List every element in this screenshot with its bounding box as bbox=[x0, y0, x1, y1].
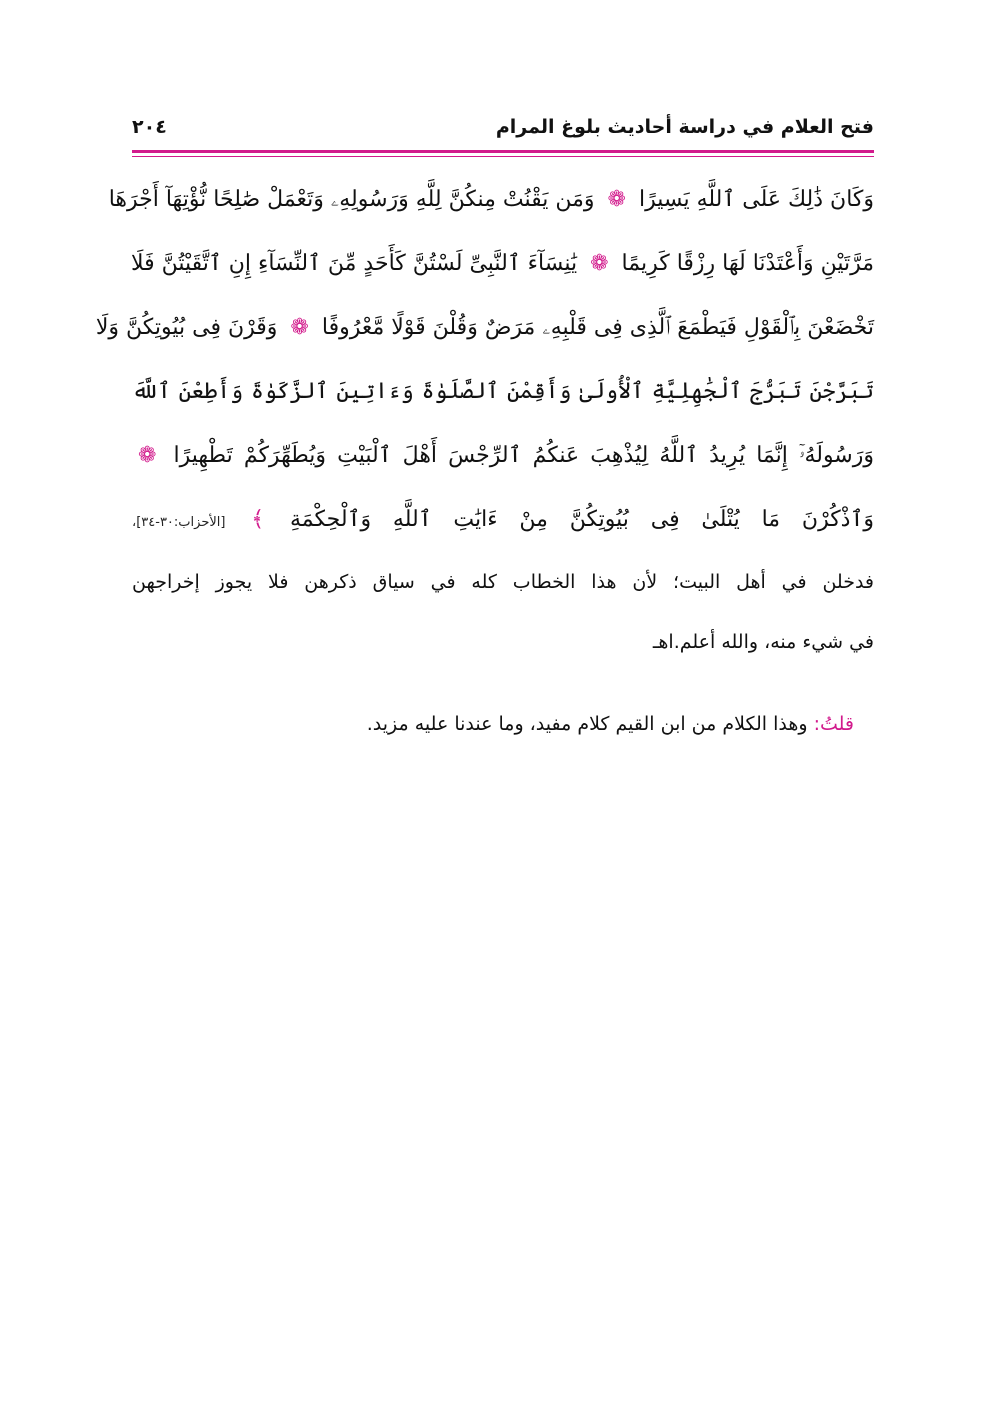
verse-separator-star-icon: ❁ bbox=[607, 187, 626, 212]
quran-line-5 bbox=[132, 424, 874, 488]
quran-text: وَٱذْكُرْنَ مَا يُتْلَىٰ فِى بُيُوتِكُنَّ مِنْ ءَايَٰتِ ٱللَّهِ وَٱلْحِكْمَةِ bbox=[290, 507, 874, 532]
closing-bracket-icon: ﴾ bbox=[251, 507, 265, 532]
quran-line-1 bbox=[108, 168, 874, 232]
note-label: قلتُ: bbox=[813, 713, 854, 735]
quran-text: تَخْضَعْنَ بِٱلْقَوْلِ فَيَطْمَعَ ٱلَّذِى فِى قَلْبِهِۦ مَرَضٌ وَقُلْنَ قَوْلًا مَّعْرُوفًا bbox=[321, 315, 874, 340]
prose-line-2: في شيء منه، والله أعلم.اهـ bbox=[652, 631, 874, 653]
book-title: فتح العلام في دراسة أحاديث بلوغ المرام bbox=[495, 116, 874, 138]
verse-separator-star-icon: ❁ bbox=[590, 251, 609, 276]
quran-line-2 bbox=[132, 232, 874, 296]
header-rule-thick bbox=[132, 150, 874, 153]
quran-text: تَبَرَّجْنَ تَبَرُّجَ ٱلْجَٰهِلِيَّةِ ٱلْأُولَىٰ وَأَقِمْنَ ٱلصَّلَوٰةَ وَءَاتِينَ ٱلزَّكَوٰةَ وَأَطِعْنَ ٱللَّهَ bbox=[132, 379, 874, 404]
quran-text: وَقَرْنَ فِى بُيُوتِكُنَّ وَلَا bbox=[95, 315, 278, 340]
prose-line-1: فدخلن في أهل البيت؛ لأن هذا الخطاب كله في سياق ذكرهن فلا يجوز إخراجهن bbox=[132, 571, 874, 593]
author-note bbox=[367, 696, 854, 752]
verse-reference: [الأحزاب:٣٠-٣٤]، bbox=[132, 515, 226, 530]
quran-text: مَرَّتَيْنِ وَأَعْتَدْنَا لَهَا رِزْقًا كَرِيمًا bbox=[621, 251, 874, 276]
quran-text: وَرَسُولَهُۥٓ إِنَّمَا يُرِيدُ ٱللَّهُ لِيُذْهِبَ عَنكُمُ ٱلرِّجْسَ أَهْلَ ٱلْبَيْتِ وَيُطَهِّرَكُمْ تَطْهِيرًا bbox=[173, 443, 874, 468]
note-text: وهذا الكلام من ابن القيم كلام مفيد، وما عندنا عليه مزيد. bbox=[366, 713, 814, 735]
verse-separator-star-icon: ❁ bbox=[290, 315, 309, 340]
quran-line-4 bbox=[132, 360, 874, 424]
verse-separator-star-icon: ❁ bbox=[138, 443, 157, 468]
quran-line-6 bbox=[132, 488, 874, 552]
page-header bbox=[132, 112, 874, 146]
page-body bbox=[95, 168, 874, 672]
quran-line-3 bbox=[95, 296, 874, 360]
quran-text: يَٰنِسَآءَ ٱلنَّبِىِّ لَسْتُنَّ كَأَحَدٍ مِّنَ ٱلنِّسَآءِ إِنِ ٱتَّقَيْتُنَّ فَلَا bbox=[130, 251, 578, 276]
page-number: ٢٠٤ bbox=[132, 116, 167, 138]
quran-text: وَكَانَ ذَٰلِكَ عَلَى ٱللَّهِ يَسِيرًا bbox=[638, 187, 874, 212]
quran-text: وَمَن يَقْنُتْ مِنكُنَّ لِلَّهِ وَرَسُولِهِۦ وَتَعْمَلْ صَٰلِحًا نُّؤْتِهَآ أَجْرَهَا bbox=[108, 187, 595, 212]
header-rule-thin bbox=[132, 156, 874, 157]
